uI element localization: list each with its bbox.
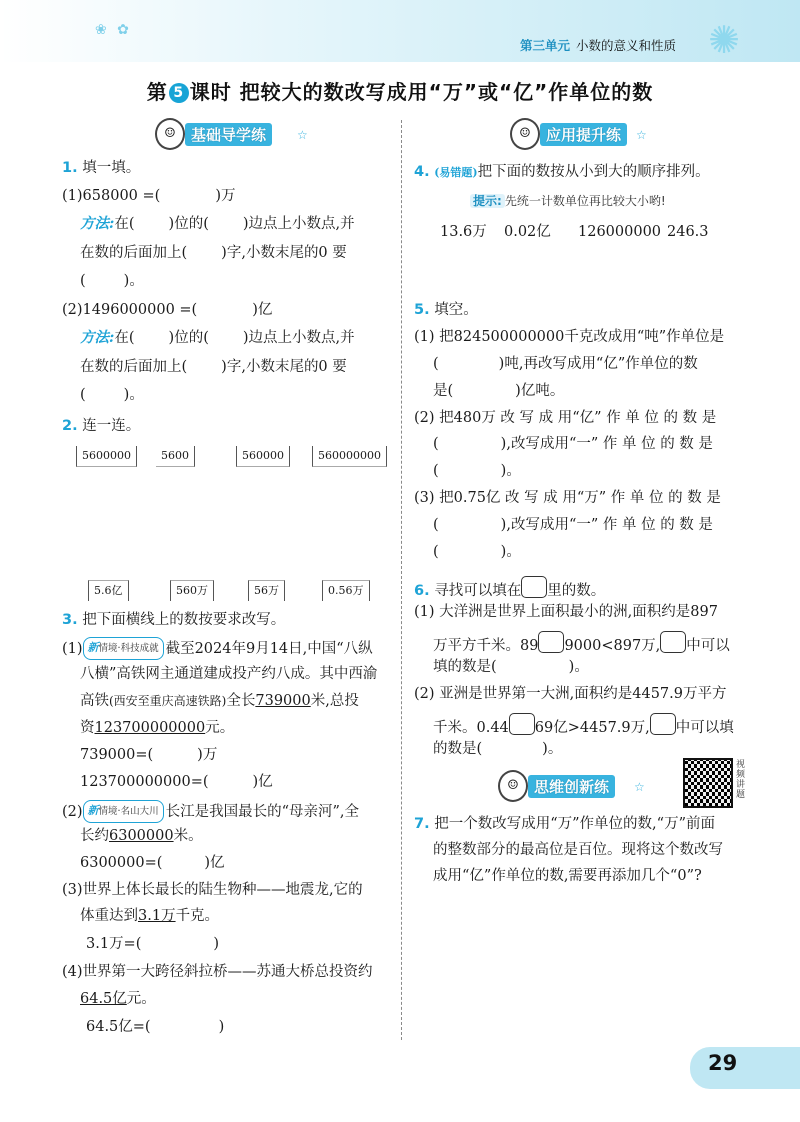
q4-number: 246.3 — [667, 224, 709, 240]
q3-p2-line1: (2) 新情境·名山大川 长江是我国最长的“母亲河”,全 — [62, 800, 359, 823]
q4-number: 0.02亿 — [504, 224, 551, 240]
q3-answer4: 3.1万=( ) — [86, 936, 220, 952]
q3-p2-line2: 长约6300000米。 — [80, 828, 203, 844]
mascot-face-icon: ☺ — [510, 118, 540, 150]
q5-s1-line2: ( )吨,再改写成用“亿”作单位的数 — [433, 356, 698, 372]
q1-method1-line3: ( )。 — [80, 273, 144, 289]
q3-p1-line1: (1) 新情境·科技成就 截至2024年9月14日,中国“八纵 — [62, 637, 373, 660]
q4-title: 4. (易错题)把下面的数按从小到大的顺序排列。 — [414, 164, 710, 180]
q3-answer2: 123700000000=( )亿 — [80, 774, 273, 790]
q5-s1-line3: 是( )亿吨。 — [433, 383, 565, 399]
q6-s1-line3: 填的数是( )。 — [433, 659, 589, 675]
q5-s2-line1: (2) 把480万 改 写 成 用“亿” 作 单 位 的 数 是 — [414, 410, 717, 426]
section-thinking-header — [498, 770, 658, 800]
section-thinking-label: 思维创新练 — [528, 775, 615, 798]
blank-box — [650, 713, 676, 735]
q1-part1: (1)658000 =( )万 — [62, 188, 236, 204]
q7-line1: 7. 把一个数改写成用“万”作单位的数,“万”前面 — [414, 816, 715, 832]
q3-p3-line1: (3)世界上体长最长的陆生物种——地震龙,它的 — [62, 882, 363, 898]
q5-s3-line3: ( )。 — [433, 544, 521, 560]
title-prefix: 第 — [146, 80, 168, 104]
context-tag: 新情境·名山大川 — [83, 800, 164, 823]
page-number: 29 — [708, 1051, 738, 1075]
match-top-card[interactable]: 5600 — [156, 446, 195, 467]
star-icon: ☆ — [636, 128, 647, 142]
unit-number: 第三单元 — [520, 38, 571, 53]
page-number-tab — [690, 1047, 800, 1089]
blank-box — [660, 631, 686, 653]
match-top-card[interactable]: 560000 — [236, 446, 290, 467]
section-apply-header — [510, 118, 670, 148]
section-basic-header — [155, 118, 315, 148]
q5-s2-line3: ( )。 — [433, 463, 521, 479]
match-bottom-card[interactable]: 0.56万 — [322, 580, 370, 601]
q4-hint: 提示: 先统一计数单位再比较大小哟! — [470, 192, 666, 209]
blank-box — [521, 576, 547, 598]
q3-p3-line2: 体重达到3.1万千克。 — [80, 908, 220, 924]
q3-p1-line4: 资123700000000元。 — [80, 720, 235, 736]
match-bottom-card[interactable]: 560万 — [170, 580, 214, 601]
q5-s2-line2: ( ),改写成用“一” 作 单 位 的 数 是 — [433, 436, 713, 452]
section-apply-label: 应用提升练 — [540, 123, 627, 146]
mascot-face-icon: ☺ — [498, 770, 528, 802]
sun-mascot-icon: ✺ — [708, 18, 740, 62]
q7-line2: 的整数部分的最高位是百位。现将这个数改写 — [433, 842, 723, 858]
q5-s3-line1: (3) 把0.75亿 改 写 成 用“万” 作 单 位 的 数 是 — [414, 490, 721, 506]
star-icon: ☆ — [634, 780, 645, 794]
q6-title: 6. 寻找可以填在 里的数。 — [414, 576, 605, 601]
title-text: 课时 把较大的数改写成用“万”或“亿”作单位的数 — [189, 80, 654, 104]
q3-p1-line3: 高铁(西安至重庆高速铁路)全长739000米,总投 — [80, 693, 359, 709]
q5-s3-line2: ( ),改写成用“一” 作 单 位 的 数 是 — [433, 517, 713, 533]
q3-title: 3. 把下面横线上的数按要求改写。 — [62, 612, 286, 628]
q4-number: 13.6万 — [440, 224, 487, 240]
section-basic-label: 基础导学练 — [185, 123, 272, 146]
match-bottom-card[interactable]: 5.6亿 — [88, 580, 129, 601]
qr-label: 视频讲题 — [736, 760, 746, 800]
lesson-number-badge: 5 — [169, 83, 189, 103]
star-icon: ☆ — [297, 128, 308, 142]
answer-box-input[interactable] — [509, 713, 535, 735]
q1-method2-line2: 在数的后面加上( )字,小数末尾的0 要 — [80, 359, 347, 375]
q1-method2-line1: 方法:在( )位的( )边点上小数点,并 — [80, 329, 355, 346]
q3-p4-line2: 64.5亿元。 — [80, 991, 156, 1007]
q3-answer1: 739000=( )万 — [80, 747, 218, 763]
q1-method1-line1: 方法:在( )位的( )边点上小数点,并 — [80, 215, 355, 232]
q5-title: 5. 填空。 — [414, 302, 478, 318]
q2-title: 2. 连一连。 — [62, 418, 141, 434]
qr-code-icon[interactable] — [683, 758, 733, 808]
q6-s2-line1: (2) 亚洲是世界第一大洲,面积约是4457.9万平方 — [414, 686, 727, 702]
answer-box-input[interactable] — [538, 631, 564, 653]
match-top-card[interactable]: 5600000 — [76, 446, 137, 467]
mascot-face-icon: ☺ — [155, 118, 185, 150]
column-divider — [401, 120, 402, 1040]
q1-part2: (2)1496000000 =( )亿 — [62, 302, 273, 318]
q5-s1-line1: (1) 把824500000000千克改成用“吨”作单位是 — [414, 329, 725, 345]
match-top-card[interactable]: 560000000 — [312, 446, 387, 467]
q7-line3: 成用“亿”作单位的数,需要再添加几个“0”? — [433, 868, 702, 884]
q3-p1-line2: 八横”高铁网主通道建成投产约八成。其中西渝 — [80, 666, 378, 682]
context-tag: 新情境·科技成就 — [83, 637, 164, 660]
q1-method2-line3: ( )。 — [80, 387, 144, 403]
q3-answer3: 6300000=( )亿 — [80, 855, 225, 871]
q6-s1-line2: 万平方千米。89 9000<897万, 中可以 — [433, 631, 730, 656]
lesson-title — [0, 76, 800, 105]
q3-answer5: 64.5亿=( ) — [86, 1019, 225, 1035]
q1-title: 1. 填一填。 — [62, 160, 141, 176]
q1-method1-line2: 在数的后面加上( )字,小数末尾的0 要 — [80, 245, 347, 261]
q6-s2-line2: 千米。0.44 69亿>4457.9万, 中可以填 — [433, 713, 734, 738]
unit-label — [520, 36, 676, 54]
q6-s2-line3: 的数是( )。 — [433, 741, 563, 757]
q3-p4-line1: (4)世界第一大跨径斜拉桥——苏通大桥总投资约 — [62, 964, 373, 980]
q4-number: 126000000 — [578, 224, 662, 240]
unit-title: 小数的意义和性质 — [576, 38, 677, 53]
flower-decoration-icon: ❀ ✿ — [95, 22, 132, 38]
q6-s1-line1: (1) 大洋洲是世界上面积最小的洲,面积约是897 — [414, 604, 718, 620]
match-bottom-card[interactable]: 56万 — [248, 580, 285, 601]
